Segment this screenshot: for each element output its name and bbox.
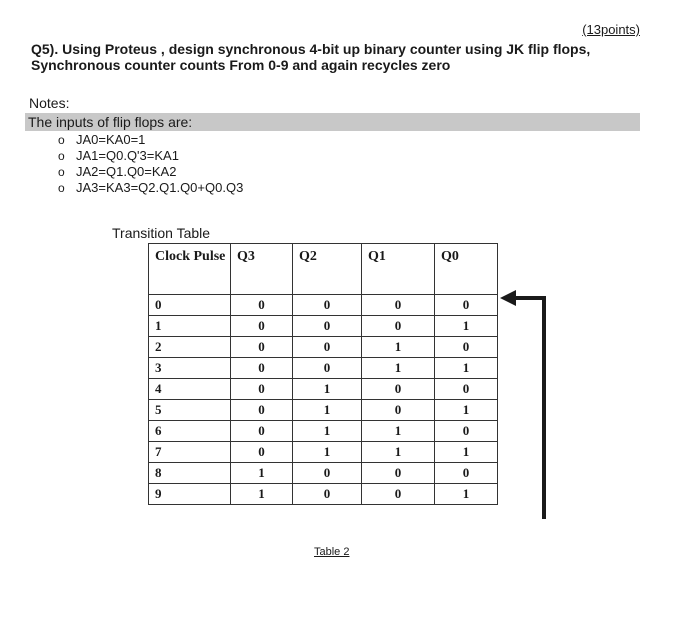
table-row (149, 400, 498, 421)
cell-q3: 0 (231, 316, 293, 337)
equation-text: JA1=Q0.Q'3=KA1 (76, 148, 179, 163)
points-label: (13points) (582, 22, 640, 37)
equation-text: JA0=KA0=1 (76, 132, 146, 147)
equation-item (58, 148, 243, 164)
cell-q3: 1 (231, 484, 293, 505)
cell-q0: 1 (435, 316, 498, 337)
bullet-icon: o (58, 149, 65, 163)
transition-table (148, 243, 498, 505)
table-title: Transition Table (112, 225, 211, 241)
cell-clock: 9 (149, 484, 231, 505)
cell-q0: 0 (435, 295, 498, 316)
cell-q0: 0 (435, 463, 498, 484)
inputs-heading: The inputs of flip flops are: (25, 113, 640, 131)
equation-item (58, 164, 243, 180)
cell-q0: 0 (435, 421, 498, 442)
header-q1: Q1 (362, 244, 435, 295)
table-row (149, 337, 498, 358)
cell-q0: 1 (435, 358, 498, 379)
header-clock-pulse: Clock Pulse (149, 244, 231, 295)
table-row (149, 295, 498, 316)
table-row (149, 379, 498, 400)
cell-q3: 0 (231, 379, 293, 400)
cell-q2: 0 (293, 463, 362, 484)
header-q3: Q3 (231, 244, 293, 295)
cell-q0: 1 (435, 400, 498, 421)
cell-clock: 0 (149, 295, 231, 316)
table-row (149, 442, 498, 463)
recycle-arrow-icon (490, 285, 560, 525)
cell-q2: 1 (293, 379, 362, 400)
equation-text: JA3=KA3=Q2.Q1.Q0+Q0.Q3 (76, 180, 244, 195)
recycle-arrow-line (514, 298, 544, 519)
table-body (149, 295, 498, 505)
cell-q3: 0 (231, 358, 293, 379)
cell-q2: 1 (293, 400, 362, 421)
equation-item (58, 132, 243, 148)
cell-q0: 0 (435, 337, 498, 358)
equation-item (58, 180, 243, 196)
table-caption: Table 2 (314, 546, 350, 558)
question-text (31, 41, 671, 73)
cell-q1: 0 (362, 463, 435, 484)
cell-q1: 1 (362, 421, 435, 442)
cell-q1: 1 (362, 358, 435, 379)
table-row (149, 484, 498, 505)
cell-q3: 0 (231, 421, 293, 442)
cell-q0: 1 (435, 484, 498, 505)
cell-clock: 4 (149, 379, 231, 400)
cell-q2: 0 (293, 337, 362, 358)
cell-clock: 2 (149, 337, 231, 358)
cell-q3: 1 (231, 463, 293, 484)
bullet-icon: o (58, 165, 65, 179)
cell-q1: 0 (362, 379, 435, 400)
cell-clock: 1 (149, 316, 231, 337)
table-row (149, 421, 498, 442)
notes-title: Notes: (29, 95, 70, 111)
equation-text: JA2=Q1.Q0=KA2 (76, 164, 177, 179)
cell-q2: 1 (293, 442, 362, 463)
equation-list (58, 132, 243, 196)
table-row (149, 463, 498, 484)
cell-q0: 1 (435, 442, 498, 463)
cell-q2: 0 (293, 316, 362, 337)
table-row (149, 358, 498, 379)
question-line-2: Synchronous counter counts From 0-9 and again recycles zero (31, 57, 451, 73)
bullet-icon: o (58, 133, 65, 147)
cell-q3: 0 (231, 295, 293, 316)
cell-clock: 7 (149, 442, 231, 463)
cell-clock: 8 (149, 463, 231, 484)
cell-q2: 0 (293, 484, 362, 505)
bullet-icon: o (58, 181, 65, 195)
cell-q1: 1 (362, 337, 435, 358)
question-line-1: Q5). Using Proteus , design synchronous 4-bit up binary counter using JK flip flops, (31, 41, 591, 57)
arrow-left-icon (500, 290, 516, 306)
cell-q3: 0 (231, 442, 293, 463)
cell-q2: 0 (293, 358, 362, 379)
cell-q2: 1 (293, 421, 362, 442)
cell-q1: 1 (362, 442, 435, 463)
header-q2: Q2 (293, 244, 362, 295)
cell-q3: 0 (231, 400, 293, 421)
cell-q1: 0 (362, 400, 435, 421)
cell-q1: 0 (362, 484, 435, 505)
cell-clock: 3 (149, 358, 231, 379)
cell-clock: 6 (149, 421, 231, 442)
table-header-row (149, 244, 498, 295)
cell-q1: 0 (362, 316, 435, 337)
cell-q3: 0 (231, 337, 293, 358)
header-q0: Q0 (435, 244, 498, 295)
cell-q0: 0 (435, 379, 498, 400)
cell-q1: 0 (362, 295, 435, 316)
table-row (149, 316, 498, 337)
cell-q2: 0 (293, 295, 362, 316)
cell-clock: 5 (149, 400, 231, 421)
